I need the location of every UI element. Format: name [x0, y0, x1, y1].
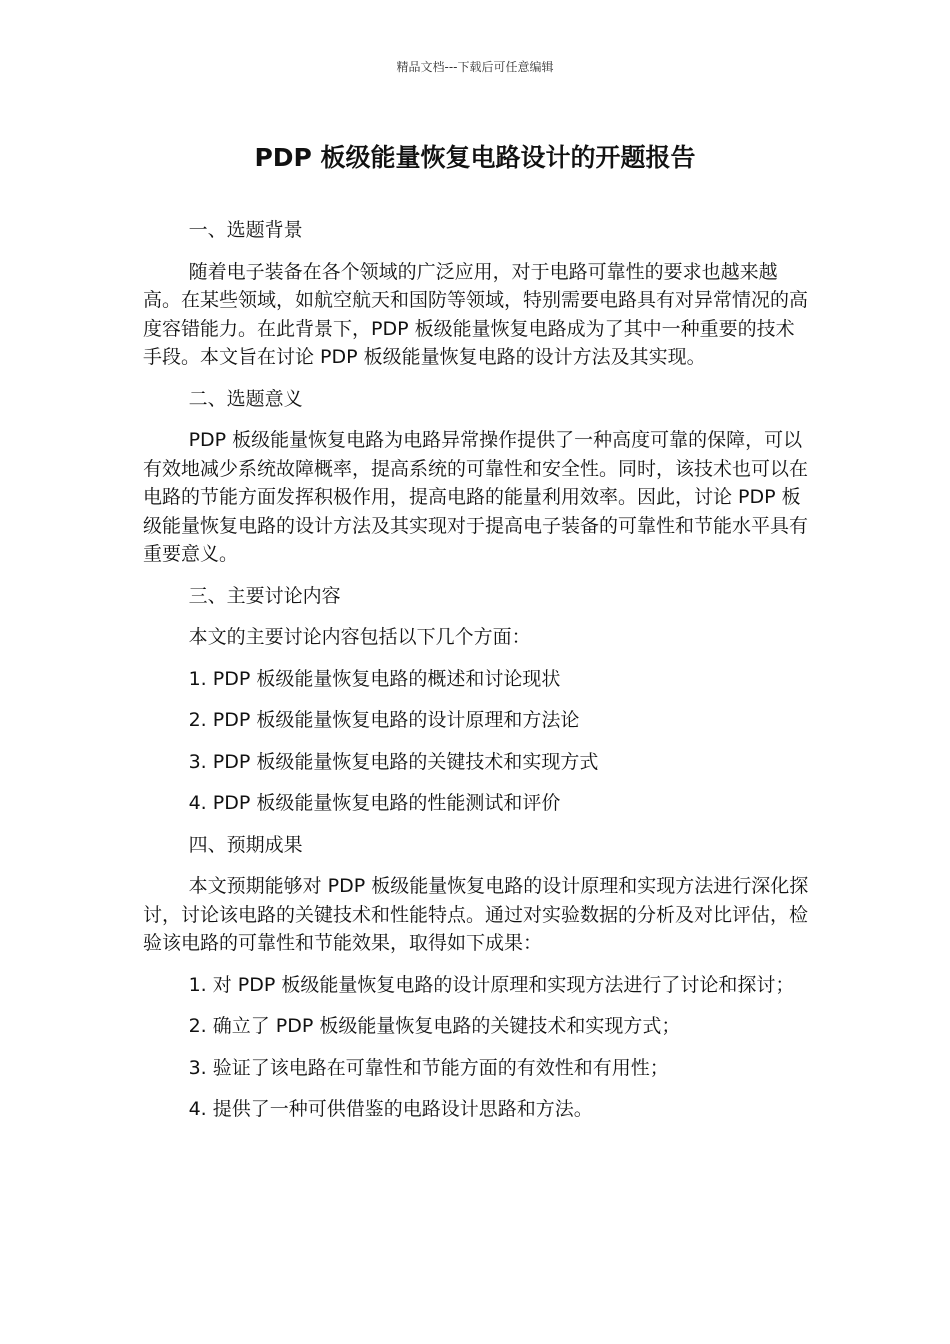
section-heading-background: 一、选题背景	[188, 219, 303, 241]
main-content-intro: 本文的主要讨论内容包括以下几个方面：	[188, 626, 531, 648]
document-body	[143, 216, 809, 1137]
section-heading-expected-results: 四、预期成果	[188, 833, 303, 856]
expected-result-item-4: 4. 提供了一种可供借鉴的电路设计思路和方法。	[188, 1098, 593, 1120]
expected-result-item-3: 3. 验证了该电路在可靠性和节能方面的有效性和有用性；	[188, 1056, 669, 1079]
page-header-note: 精品文档---下载后可任意编辑	[396, 60, 554, 74]
main-content-item-2: 2. PDP 板级能量恢复电路的设计原理和方法论	[188, 709, 580, 731]
section-heading-significance: 二、选题意义	[188, 387, 303, 410]
main-content-item-1: 1. PDP 板级能量恢复电路的概述和讨论现状	[188, 667, 561, 690]
significance-paragraph: PDP 板级能量恢复电路为电路异常操作提供了一种高度可靠的保障，可以有效地减少系统故障概率，提高系统的可靠性和安全性。同时，该技术也可以在电路的节能方面发挥积极作用，提高电路的能量利用效率。因此，讨论 PDP 板级能量恢复电路的设计方法及其实现对于提高电子装备的可靠性和节能水平具有重要意义。	[143, 429, 809, 565]
document-title: PDP 板级能量恢复电路设计的开题报告	[254, 143, 696, 172]
section-heading-main-content: 三、主要讨论内容	[188, 584, 341, 607]
main-content-item-4: 4. PDP 板级能量恢复电路的性能测试和评价	[188, 792, 561, 814]
expected-result-item-1: 1. 对 PDP 板级能量恢复电路的设计原理和实现方法进行了讨论和探讨；	[188, 973, 795, 996]
main-content-item-3: 3. PDP 板级能量恢复电路的关键技术和实现方式	[188, 750, 599, 773]
expected-results-paragraph: 本文预期能够对 PDP 板级能量恢复电路的设计原理和实现方法进行深化探讨，讨论该电路的关键技术和性能特点。通过对实验数据的分析及对比评估，检验该电路的可靠性和节能效果，取得如下成果：	[143, 875, 809, 954]
expected-result-item-2: 2. 确立了 PDP 板级能量恢复电路的关键技术和实现方式；	[188, 1015, 681, 1037]
background-paragraph: 随着电子装备在各个领域的广泛应用，对于电路可靠性的要求也越来越高。在某些领域，如航空航天和国防等领域，特别需要电路具有对异常情况的高度容错能力。在此背景下，PDP 板级能量恢复电路成为了其中一种重要的技术手段。本文旨在讨论 PDP 板级能量恢复电路的设计方法及其实现。	[143, 260, 809, 368]
